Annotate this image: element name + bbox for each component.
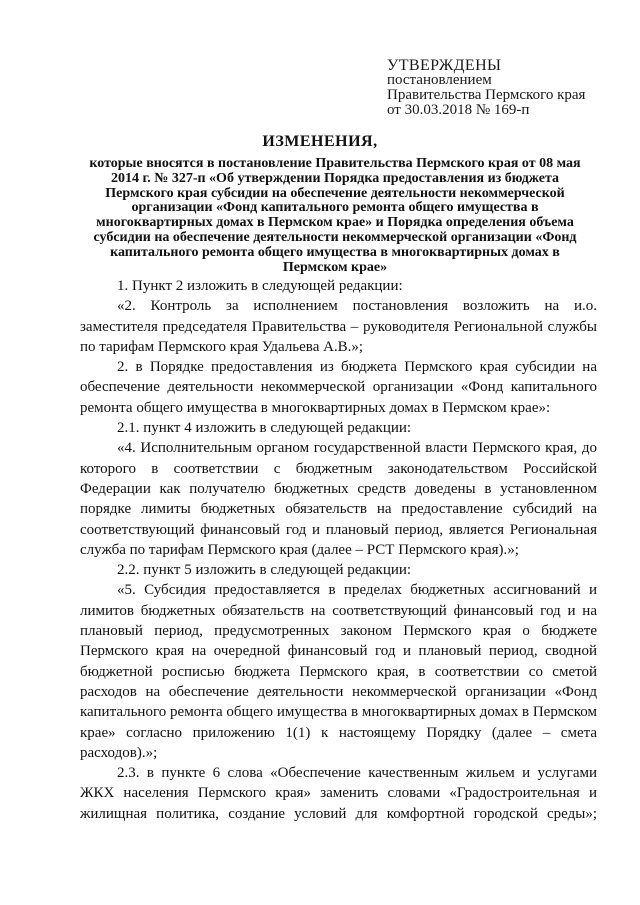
paragraph: «5. Субсидия предоставляется в пределах бюджетных ассигнований и лимитов бюджетных обязательств на соответствующий финансовый год и на плановый период, предусмотренных законом Пермского края о бюджете Пермского края на очередной финансовый год и плановый период, сводной бюджетной росписью бюджета Пермского края, в соответствии со сметой расходов на обеспечение деятельности некоммерческой организации «Фонд капитального ремонта общего имущества в многоквартирных домах в Пермском крае» согласно приложению 1(1) к настоящему Порядку (далее – смета расходов).»; <box>80 582 597 761</box>
paragraph: 2.2. пункт 5 изложить в следующей редакции: <box>117 562 412 579</box>
paragraph: 2.3. в пункте 6 слова «Обеспечение качественным жильем и услугами ЖКХ населения Пермского края» заменить словами «Градостроительная и жилищная политика, создание условий для комфортной городской среды»; <box>80 765 597 822</box>
paragraph: «2. Контроль за исполнением постановления возложить на и.о. заместителя председателя Правительства – руководителя Региональной службы по тарифам Пермского края Удальева А.В.»; <box>80 298 597 355</box>
paragraph: 1. Пункт 2 изложить в следующей редакции: <box>117 278 403 294</box>
document-body <box>80 276 597 824</box>
paragraph: «4. Исполнительным органом государственной власти Пермского края, до которого в соответствии с бюджетным законодательством Российской Федерации как получателю бюджетных средств доведены в установленном порядке лимиты бюджетных обязательств на предоставление субсидий на соответствующий финансовый год и плановый период, является Региональная служба по тарифам Пермского края (далее – РСТ Пермского края).»; <box>80 440 597 558</box>
approval-title: УТВЕРЖДЕНЫ <box>387 57 502 74</box>
approval-stamp <box>387 58 585 118</box>
approval-line: постановлением <box>387 72 492 88</box>
paragraph: 2.1. пункт 4 изложить в следующей редакции: <box>117 420 412 437</box>
document-title: ИЗМЕНЕНИЯ, <box>262 133 378 150</box>
paragraph: 2. в Порядке предоставления из бюджета Пермского края субсидии на обеспечение деятельности некоммерческой организации «Фонд капитального ремонта общего имущества в многоквартирных домах в Пермском крае»: <box>80 359 597 416</box>
document-subtitle: которые вносятся в постановление Правительства Пермского края от 08 мая 2014 г. № 327-п «Об утверждении Порядка предоставления из бюджета Пермского края субсидии на обеспечение деятельности некоммерческой организации «Фонд капитального ремонта общего имущества в многоквартирных домах в Пермском крае» и Порядка определения объема субсидии на обеспечение деятельности некоммерческой организации «Фонд капитального ремонта общего имущества в многоквартирных домах в Пермском крае» <box>89 156 581 275</box>
approval-line: Правительства Пермского края <box>387 87 586 103</box>
approval-line: от 30.03.2018 № 169-п <box>387 102 530 118</box>
